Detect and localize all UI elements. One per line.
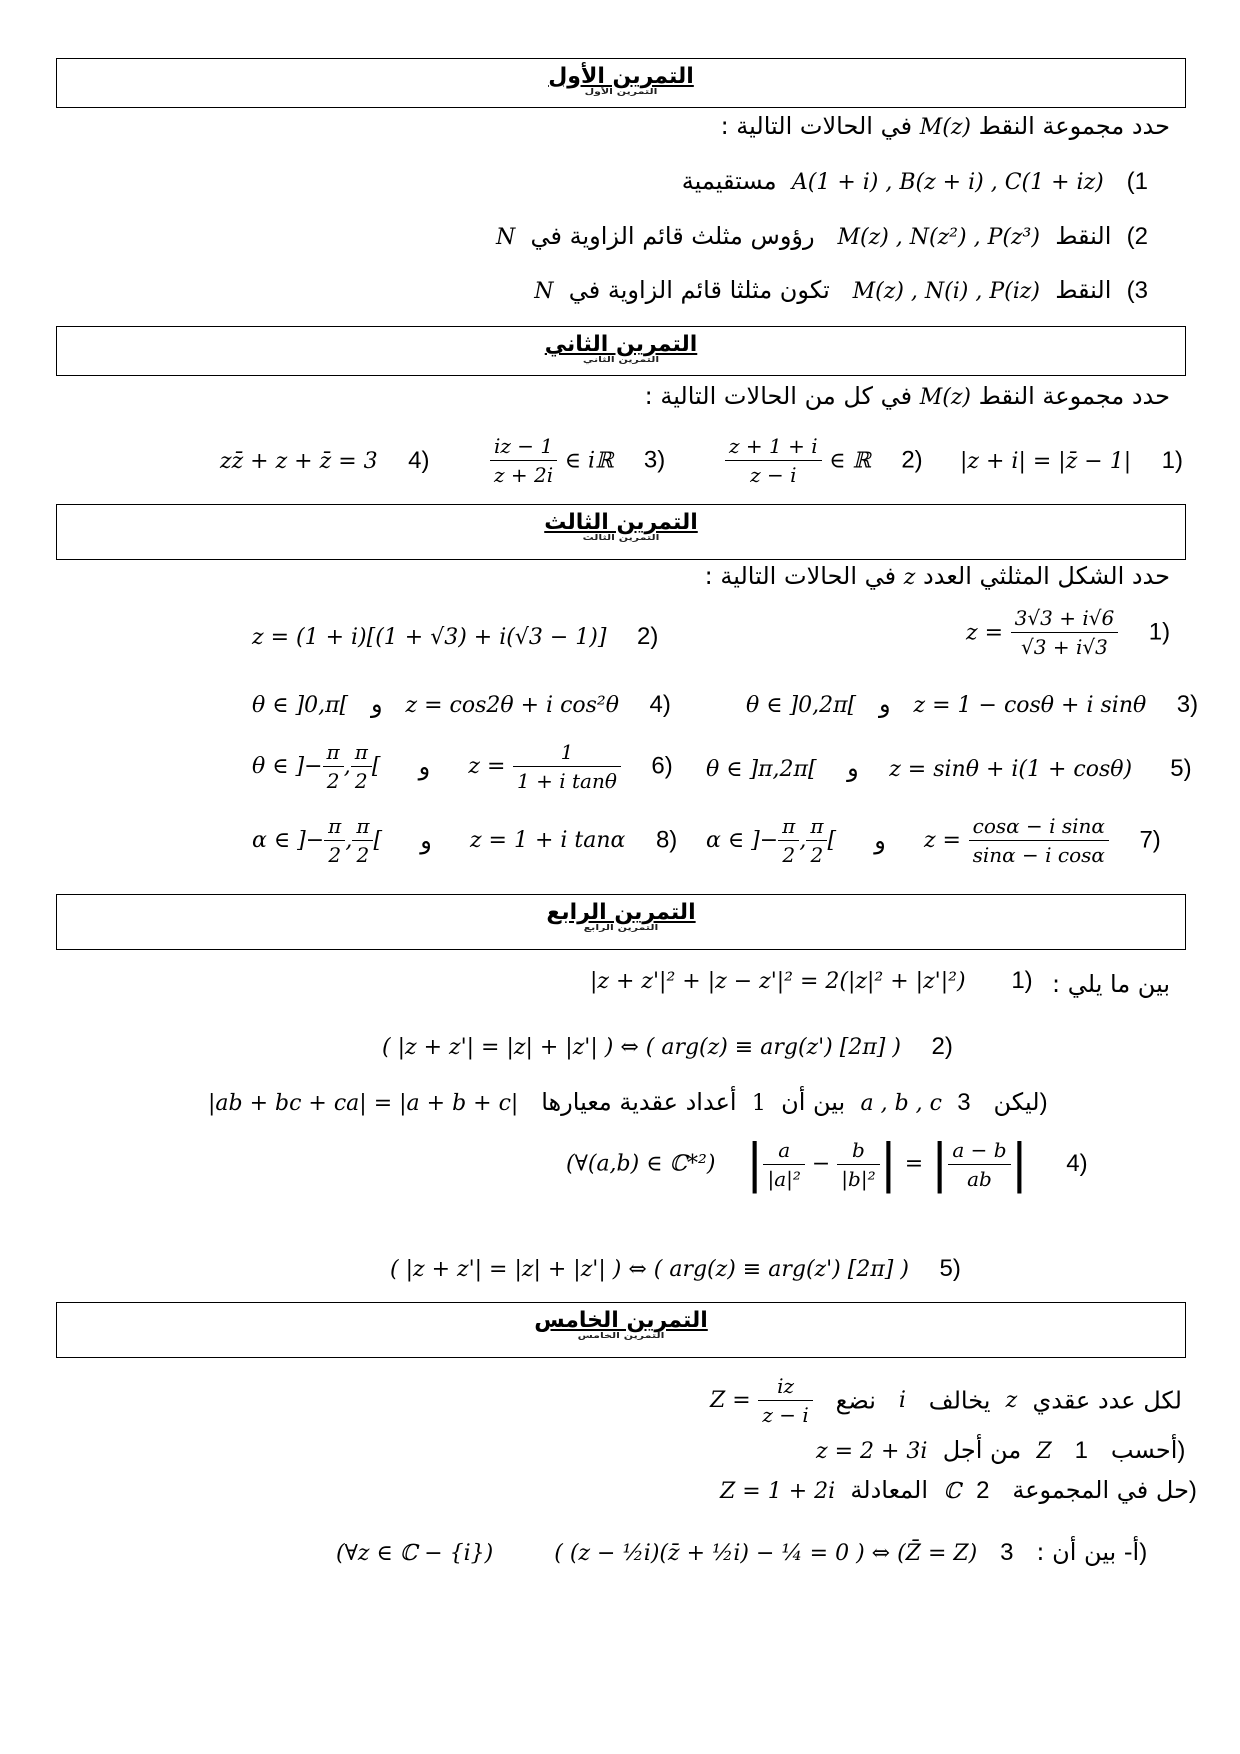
exercise-4-item-4: (∀(a,b) ∈ ℂ*²) | $\frac{a}{\text{|a|²}}$ − $\frac{b}{\text{|b|²}}$ | = | $\frac{a - b}{ab}$ | 4) xyxy=(566,1134,1088,1194)
item-math: |z + i| = |z̄ − 1| xyxy=(960,449,1132,474)
cond-close: [ xyxy=(373,828,383,853)
item-number: 4) xyxy=(649,691,671,718)
fraction-a: $\frac{a}{\text{|a|²}}$ xyxy=(763,1136,804,1193)
exercise-3-item-4 xyxy=(252,690,671,719)
pi-half: $\frac{\pi}{2}$ xyxy=(351,738,372,795)
item-math: z = cos2θ + i cos²θ xyxy=(405,693,619,718)
item-math: ( (z − ½i)(z̄ + ½i) − ¼ = 0 ) ⇔ (Z̄ = Z) xyxy=(554,1541,978,1566)
exercise-5-intro: Z = $\frac{iz}{z - i}$ نضع i يخالف z لكل عدد عقدي xyxy=(710,1374,1182,1427)
item-number: 3) xyxy=(1000,1539,1148,1566)
item-math: ( |z + z'| = |z| + |z'| ) ⇔ ( arg(z) ≡ arg(z') [2π] ) xyxy=(382,1035,901,1060)
pi-half: $\frac{\pi}{2}$ xyxy=(806,812,827,869)
exercise-4-intro xyxy=(1052,970,1170,998)
intro-end: في الحالات التالية : xyxy=(720,112,913,140)
exercise-5-item-3 xyxy=(336,1538,1147,1567)
item-text: مستقيمية xyxy=(681,167,777,195)
exercise-3-item-3 xyxy=(746,690,1198,719)
intro-text: نضع xyxy=(835,1386,876,1415)
item-tail: N xyxy=(534,279,554,304)
item-number: 3) xyxy=(1176,691,1199,718)
intro-var: i xyxy=(898,1388,906,1413)
intro-text: حدد مجموعة النقط xyxy=(978,382,1170,410)
exercise-1-header xyxy=(56,58,1186,108)
item-math: 1 xyxy=(751,1091,766,1116)
intro-text: حدد الشكل المثلثي العدد xyxy=(923,562,1170,590)
exercise-1-item-1 xyxy=(682,167,1148,196)
exercise-1-item-3 xyxy=(534,276,1148,305)
item-number: 2) xyxy=(636,623,659,650)
exercise-5-item-1 xyxy=(816,1436,1185,1465)
item-math: M(z) , N(i) , P(iz) xyxy=(852,279,1040,304)
item-tail: ∈ ℝ xyxy=(829,448,871,474)
exercise-4-item-2 xyxy=(382,1032,953,1061)
item-number: 3) xyxy=(643,446,666,474)
item-text: من أجل xyxy=(942,1436,1022,1464)
exercise-1-intro xyxy=(721,112,1170,140)
item-vars: a , b , c xyxy=(860,1091,942,1116)
exercise-3-intro xyxy=(705,562,1170,590)
exercise-3-item-2 xyxy=(252,622,658,651)
exercise-5-title-shadow: التمرين الخامس xyxy=(577,1331,665,1341)
item-number: 2) xyxy=(931,1033,953,1060)
item-number: 5) xyxy=(939,1255,961,1282)
item-number: 1) xyxy=(1126,168,1148,195)
and-word: و xyxy=(879,690,891,718)
item-number: 1) xyxy=(1148,618,1171,646)
item-math: z = (1 + i)[(1 + √3) + i(√3 − 1)] xyxy=(252,625,607,650)
fraction-ab: $\frac{a - b}{ab}$ xyxy=(948,1136,1010,1193)
item-number: 4) xyxy=(408,447,430,474)
cond-close: [ xyxy=(371,754,381,779)
fraction: $\frac{\text{cosα − i sinα}}{\text{sinα − i cosα}}$ xyxy=(969,812,1109,869)
item-text: أعداد عقدية معيارها xyxy=(541,1088,737,1116)
exercise-1-item-2 xyxy=(496,222,1148,251)
cond-close: [ xyxy=(827,828,837,853)
item-number: 2) xyxy=(901,446,923,474)
item-text: ليكن xyxy=(993,1088,1040,1116)
item-math: z = 1 − cosθ + i sinθ xyxy=(913,693,1147,718)
cond-open: α ∈ ]− xyxy=(252,828,325,853)
item-number: 7) xyxy=(1139,826,1161,854)
item-text: أحسب xyxy=(1110,1436,1178,1464)
item-text: المعادلة xyxy=(850,1476,929,1504)
item-number: 6) xyxy=(651,752,673,780)
item-math: zz̄ + z + z̄ = 3 xyxy=(220,449,378,474)
fraction-Z: $\frac{iz}{z - i}$ xyxy=(758,1372,812,1429)
exercise-4-header xyxy=(56,894,1186,950)
exercise-2-item-1 xyxy=(960,446,1183,475)
exercise-3-item-8: α ∈ ]− $\frac{\pi}{2}$ , $\frac{\pi}{2}$ [ و z = 1 + i tanα 8) xyxy=(252,814,678,867)
item-number: 4) xyxy=(1066,1150,1088,1177)
exercise-2-title-shadow: التمرين الثاني xyxy=(582,355,660,365)
exercise-3-item-5 xyxy=(706,754,1192,783)
exercise-2-item-4 xyxy=(220,446,429,475)
item-number: 2) xyxy=(1126,223,1148,250)
intro-point: M(z) xyxy=(919,115,972,140)
pi-half: $\frac{\pi}{2}$ xyxy=(323,738,344,795)
intro-text: يخالف xyxy=(928,1386,991,1415)
item-prefix: النقط xyxy=(1055,276,1112,304)
item-math: Z = 1 + 2i xyxy=(720,1479,836,1504)
item-math: |ab + bc + ca| = |a + b + c| xyxy=(208,1091,519,1116)
item-math: z = sinθ + i(1 + cosθ) xyxy=(889,757,1133,782)
exercise-4-item-5 xyxy=(390,1254,961,1283)
intro-end: في كل من الحالات التالية : xyxy=(644,382,913,410)
item-number: 1) xyxy=(1011,967,1033,994)
item-condition: θ ∈ ]0,π[ xyxy=(252,693,349,718)
exercise-1-title-shadow: التمرين الأول xyxy=(584,87,658,97)
exercise-4-title: التمرين الرابع xyxy=(546,900,696,925)
exercise-5-header xyxy=(56,1302,1186,1358)
intro-point: M(z) xyxy=(919,385,972,410)
exercise-2-item-3 xyxy=(490,432,665,489)
fraction: $\frac{iz - 1}{z + 2i}$ xyxy=(490,432,557,489)
pi-half: $\frac{\pi}{2}$ xyxy=(324,812,345,869)
intro-text: لكل عدد عقدي xyxy=(1032,1386,1182,1415)
item-number: 3) xyxy=(957,1089,1048,1116)
item-text: أ- بين أن : xyxy=(1036,1538,1140,1566)
exercise-3-title-shadow: التمرين الثالث xyxy=(582,533,660,543)
item-prefix: النقط xyxy=(1055,222,1112,250)
cond-open: α ∈ ]− xyxy=(706,828,779,853)
item-tail: ∈ iℝ xyxy=(564,448,614,474)
exercise-4-title-shadow: التمرين الرابع xyxy=(583,923,659,933)
and-word: و xyxy=(418,752,431,781)
exercise-3-item-6: θ ∈ ]− $\frac{\pi}{2}$ , $\frac{\pi}{2}$ [ و z = $\frac{1}{\text{1 + i tanθ}}$ 6) xyxy=(252,740,673,793)
and-word: و xyxy=(420,826,432,855)
item-text: بين أن xyxy=(781,1088,846,1116)
and-word: و xyxy=(847,754,859,782)
item-tail: N xyxy=(495,225,516,250)
pi-half: $\frac{\pi}{2}$ xyxy=(352,812,373,869)
and-word: و xyxy=(874,826,886,855)
exercise-3-item-7: α ∈ ]− $\frac{\pi}{2}$ , $\frac{\pi}{2}$ [ و z = $\frac{\text{cosα − i sinα}}{\text{sinα − i cosα}}$ 7) xyxy=(706,814,1161,867)
intro-text: حدد مجموعة النقط xyxy=(978,112,1170,140)
quantifier: (∀(a,b) ∈ ℂ*²) xyxy=(566,1151,716,1177)
intro-text: بين ما يلي : xyxy=(1052,970,1170,998)
cond-open: θ ∈ ]− xyxy=(252,754,323,779)
item-math: z = 1 + i tanα xyxy=(469,828,626,853)
item-condition: θ ∈ ]0,2π[ xyxy=(746,693,857,718)
item-text: تكون مثلثا قائم الزاوية في xyxy=(568,276,830,304)
item-number: 8) xyxy=(655,826,678,854)
fraction: $\frac{z + 1 + i}{z - i}$ xyxy=(725,432,822,489)
exercise-2-header xyxy=(56,326,1186,376)
exercise-5-title: التمرين الخامس xyxy=(534,1308,708,1333)
item-condition: θ ∈ ]π,2π[ xyxy=(706,757,817,782)
exercise-3-item-1: z = $\frac{3√3 + i√6}{√3 + i√3}$ 1) xyxy=(966,606,1171,659)
exercise-5-item-2 xyxy=(720,1476,1197,1505)
item-math: ( |z + z'| = |z| + |z'| ) ⇔ ( arg(z) ≡ arg(z') [2π] ) xyxy=(390,1257,909,1282)
item-math: A(1 + i) , B(z + i) , C(1 + iz) xyxy=(791,170,1104,195)
item-text: رؤوس مثلث قائم الزاوية في xyxy=(530,222,815,250)
quantifier: (∀z ∈ ℂ − {i}) xyxy=(336,1541,494,1566)
exercise-2-item-2 xyxy=(725,432,923,489)
item-var: Z xyxy=(1036,1439,1052,1464)
exercise-4-item-1 xyxy=(590,966,1033,995)
item-number: 1) xyxy=(1161,447,1183,474)
exercise-2-title: التمرين الثاني xyxy=(544,332,698,357)
item-text: حل في المجموعة xyxy=(1012,1476,1189,1504)
and-word: و xyxy=(371,690,383,718)
exercise-4-item-3 xyxy=(208,1088,1048,1117)
intro-var: z xyxy=(1005,1388,1018,1413)
item-number: 5) xyxy=(1170,755,1192,782)
item-number: 1) xyxy=(1074,1437,1186,1464)
fraction-b: $\frac{b}{\text{|b|²}}$ xyxy=(837,1136,879,1193)
item-math: |z + z'|² + |z − z'|² = 2(|z|² + |z'|²) xyxy=(590,969,966,994)
exercise-1-title: التمرين الأول xyxy=(548,64,694,89)
item-set: ℂ xyxy=(943,1479,961,1504)
item-math: z = 2 + 3i xyxy=(816,1439,928,1464)
intro-var: z xyxy=(903,565,916,590)
intro-end: في الحالات التالية : xyxy=(704,562,897,590)
fraction: $\frac{1}{\text{1 + i tanθ}}$ xyxy=(513,738,621,795)
exercise-3-title: التمرين الثالث xyxy=(544,510,698,535)
item-number: 3) xyxy=(1126,277,1148,304)
item-math: M(z) , N(z²) , P(z³) xyxy=(837,225,1040,250)
fraction: $\frac{3√3 + i√6}{√3 + i√3}$ xyxy=(1011,604,1119,661)
exercise-2-intro xyxy=(645,382,1170,410)
pi-half: $\frac{\pi}{2}$ xyxy=(778,812,799,869)
item-number: 2) xyxy=(976,1477,1197,1504)
exercise-3-header xyxy=(56,504,1186,560)
